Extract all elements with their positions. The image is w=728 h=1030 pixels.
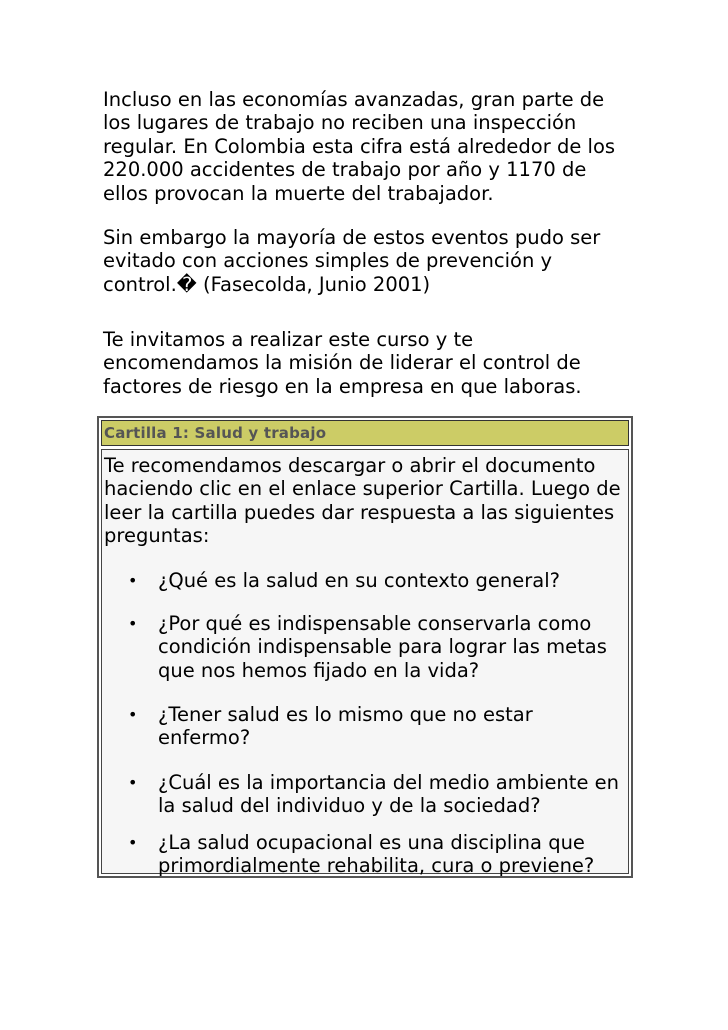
cartilla-intro: Te recomendamos descargar o abrir el documento haciendo clic en el enlace superior Cartilla. Luego de leer la cartilla puedes dar respuesta a las siguientes preguntas: [104, 454, 621, 548]
question-text: ¿Por qué es indispensable conservarla como condición indispensable para lograr las metas que nos hemos fijado en la vida? [158, 612, 607, 682]
paragraph-economias: Incluso en las economías avanzadas, gran parte de los lugares de trabajo no reciben una inspección regular. En Colombia esta cifra está alrededor de los 220.000 accidentes de trabajo por año y 1170 de ellos provocan la muerte del trabajador. [103, 88, 616, 205]
bullet-icon: • [128, 773, 138, 792]
paragraph-prevencion: Sin embargo la mayoría de estos eventos pudo ser evitado con acciones simples de prevención y control.� (Fasecolda, Junio 2001) [103, 226, 601, 296]
cartilla-box [97, 416, 633, 878]
bullet-icon: • [128, 705, 138, 724]
paragraph-invitacion: Te invitamos a realizar este curso y te encomendamos la misión de liderar el control de factores de riesgo en la empresa en que laboras. [103, 328, 582, 398]
bullet-icon: • [128, 571, 138, 590]
bullet-icon: • [128, 614, 138, 633]
question-text: ¿Tener salud es lo mismo que no estar enfermo? [158, 703, 533, 750]
question-text: ¿La salud ocupacional es una disciplina que primordialmente rehabilita, cura o previene? [158, 831, 595, 878]
question-text: ¿Qué es la salud en su contexto general? [158, 569, 560, 592]
cartilla-header: Cartilla 1: Salud y trabajo [101, 420, 629, 446]
question-text: ¿Cuál es la importancia del medio ambiente en la salud del individuo y de la sociedad? [158, 771, 619, 818]
bullet-icon: • [128, 833, 138, 852]
cartilla-body [101, 449, 629, 878]
